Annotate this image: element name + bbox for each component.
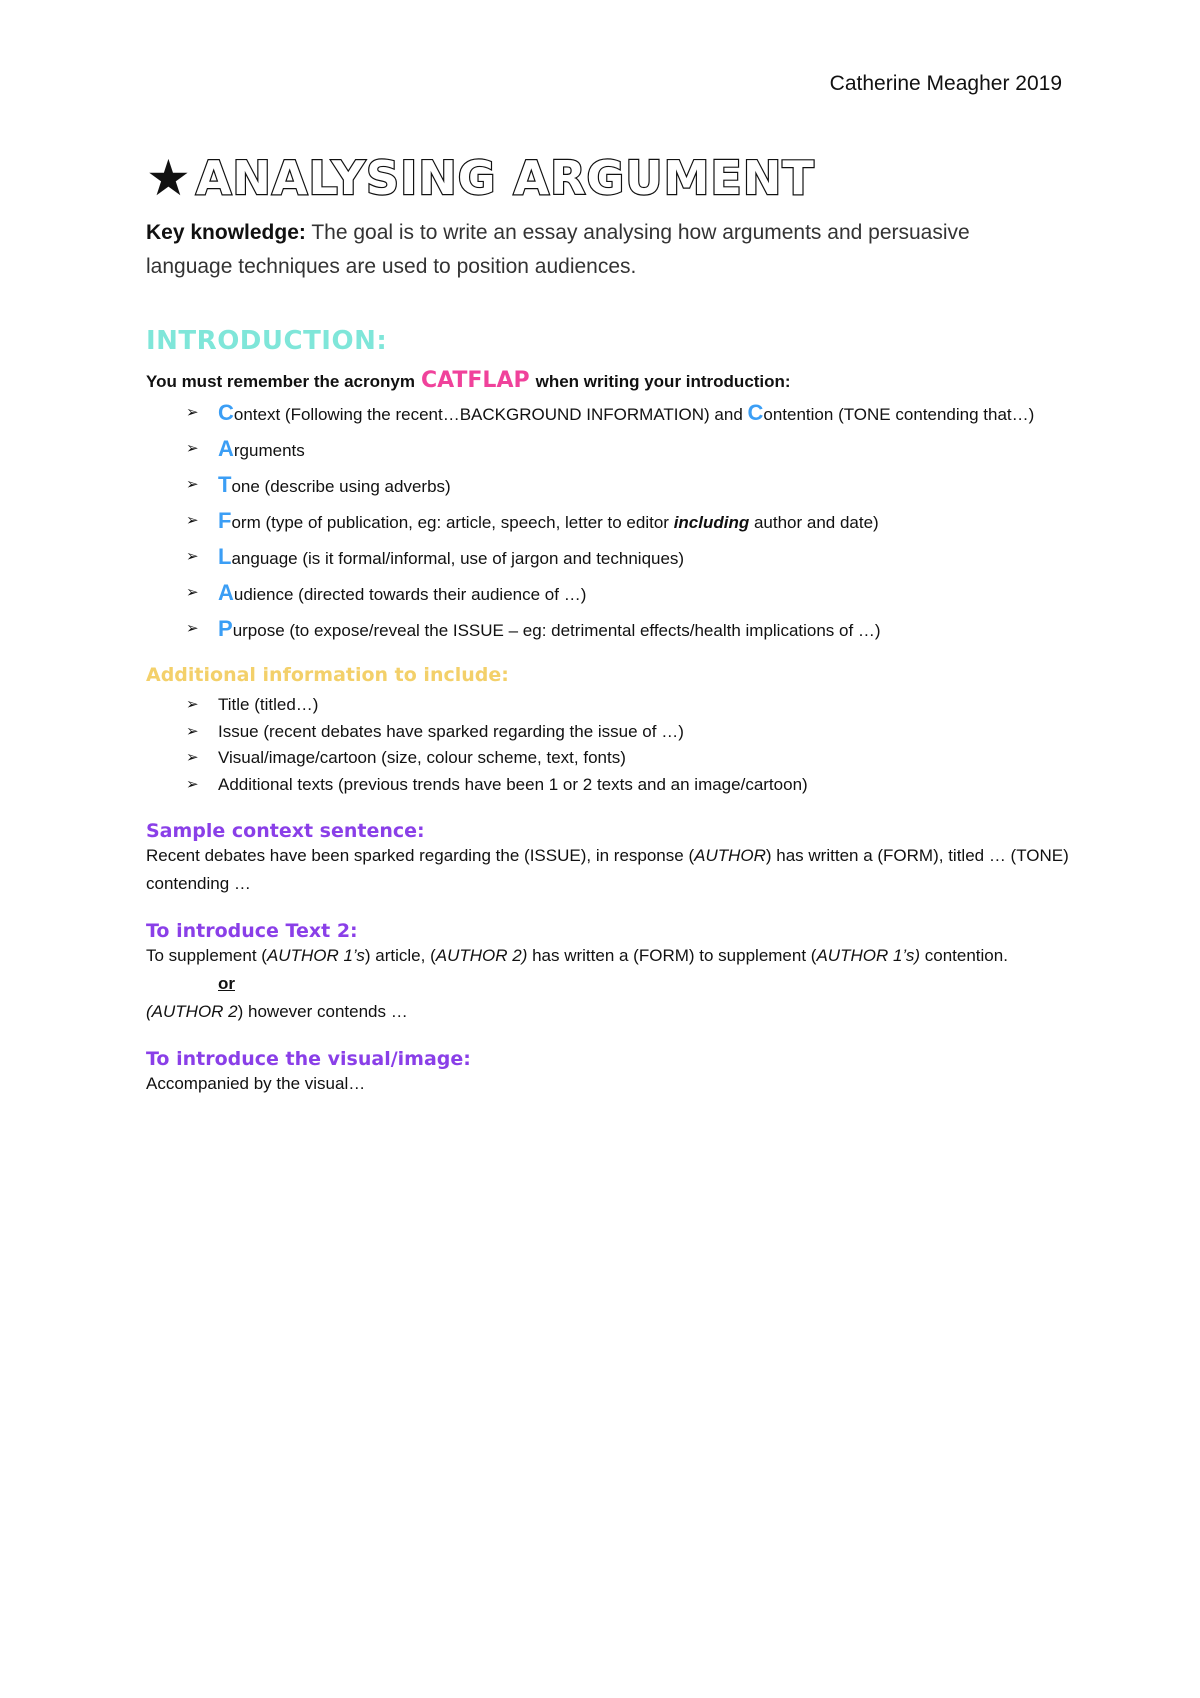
list-item: ➢ Form (type of publication, eg: article, speech, letter to editor including author and date) — [186, 508, 879, 533]
list-item: ➢ Context (Following the recent…BACKGROUND INFORMATION) and Contention (TONE contending that…) — [186, 400, 1035, 425]
arrow-bullet-icon: ➢ — [186, 548, 199, 565]
list-item: ➢ Additional texts (previous trends have been 1 or 2 texts and an image/cartoon) — [186, 772, 1076, 799]
acronym-instruction-before: You must remember the acronym — [146, 372, 415, 391]
text2-paragraph: To supplement (AUTHOR 1’s) article, (AUTHOR 2) has written a (FORM) to supplement (AUTHOR 1’s) contention. — [146, 946, 1008, 965]
additional-info-list — [146, 692, 1076, 798]
list-item: ➢ Arguments — [186, 436, 305, 461]
arrow-bullet-icon: ➢ — [186, 749, 199, 766]
additional-info-heading: Additional information to include: — [146, 664, 509, 686]
list-item: ➢ Language (is it formal/informal, use of jargon and techniques) — [186, 544, 685, 569]
key-knowledge-label: Key knowledge: — [146, 221, 306, 244]
arrow-bullet-icon: ➢ — [186, 620, 199, 637]
list-item: ➢ Purpose (to expose/reveal the ISSUE – eg: detrimental effects/health implications of …) — [186, 616, 881, 641]
arrow-bullet-icon: ➢ — [186, 440, 199, 457]
star-icon: ★ — [146, 149, 192, 207]
key-knowledge — [146, 216, 1046, 284]
author-header: Catherine Meagher 2019 — [829, 72, 1062, 95]
arrow-bullet-icon: ➢ — [186, 722, 199, 740]
list-item: ➢ Audience (directed towards their audience of …) — [186, 580, 587, 605]
arrow-bullet-icon: ➢ — [186, 512, 199, 529]
list-item: ➢ Title (titled…) — [186, 692, 1076, 719]
list-item: ➢ Tone (describe using adverbs) — [186, 472, 451, 497]
page-title — [146, 150, 1076, 206]
text2-heading: To introduce Text 2: — [146, 920, 358, 942]
sample-context-heading: Sample context sentence: — [146, 820, 425, 842]
arrow-bullet-icon: ➢ — [186, 696, 199, 713]
arrow-bullet-icon: ➢ — [186, 584, 199, 601]
catflap-list — [146, 399, 1076, 644]
acronym-catflap: CATFLAP — [420, 368, 530, 393]
title-text: ANALYSING ARGUMENT — [195, 151, 815, 205]
or-divider: or — [218, 974, 235, 993]
arrow-bullet-icon: ➢ — [186, 404, 199, 421]
arrow-bullet-icon: ➢ — [186, 775, 199, 793]
acronym-instruction-after: when writing your introduction: — [535, 372, 791, 391]
list-item: ➢ Issue (recent debates have sparked regarding the issue of …) — [186, 719, 1076, 746]
visual-heading: To introduce the visual/image: — [146, 1048, 471, 1070]
text2-alternative: (AUTHOR 2) however contends … — [146, 1002, 408, 1021]
arrow-bullet-icon: ➢ — [186, 476, 199, 493]
sample-context-paragraph: Recent debates have been sparked regarding the (ISSUE), in response (AUTHOR) has written a (FORM), titled … (TONE) contending … — [146, 846, 1069, 893]
acronym-instruction — [146, 368, 1076, 393]
visual-paragraph: Accompanied by the visual… — [146, 1074, 366, 1093]
document-content — [146, 150, 1076, 1098]
list-item: ➢ Visual/image/cartoon (size, colour scheme, text, fonts) — [186, 745, 1076, 772]
introduction-heading: INTRODUCTION: — [146, 326, 388, 356]
key-knowledge-text: The goal is to write an essay analysing how arguments and persuasive language techniques are used to position audiences. — [146, 221, 970, 278]
